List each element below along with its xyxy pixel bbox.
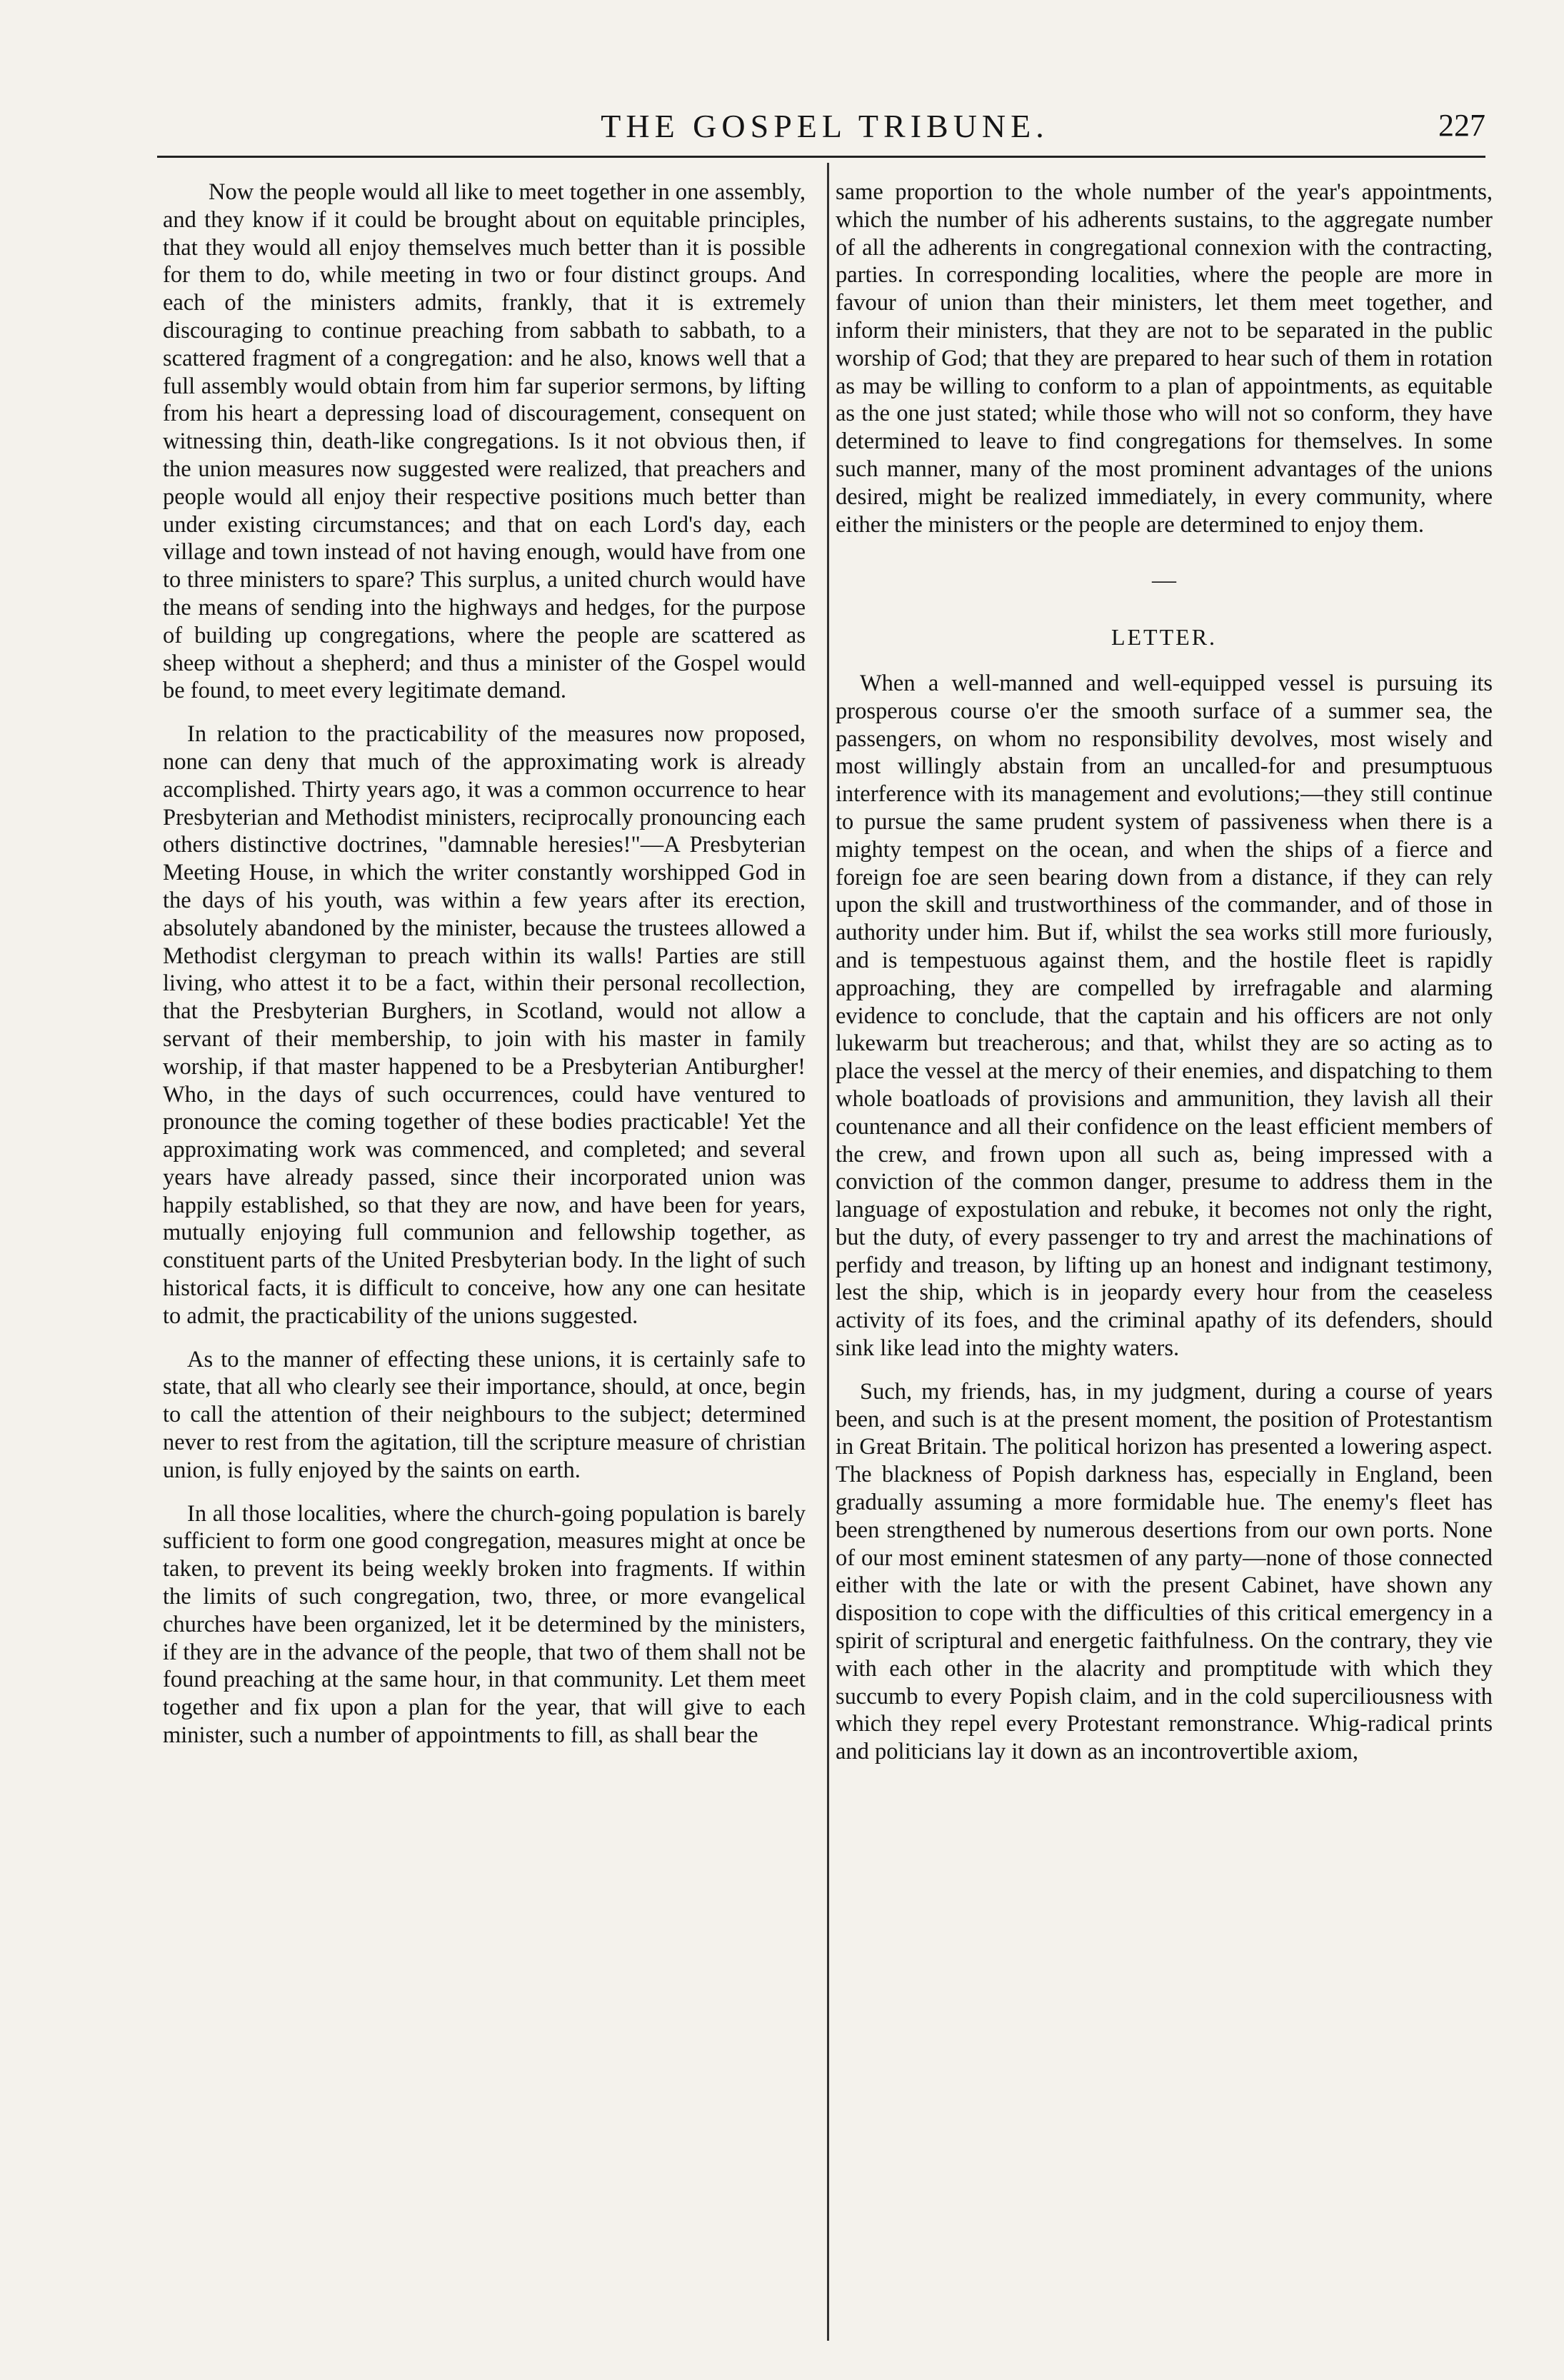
page-number: 227 — [1438, 108, 1485, 143]
article-continuation: same proportion to the whole number of the year's appointments, which the number of his adherents sustains, to the aggregate number of all the adherents in congregational connexion with the contracting, parties. In corresponding localities, where the people are more in favour of union than their ministers, let them meet together, and inform their ministers, that they are not to be separated in the public worship of God; that they are prepared to hear such of them in rotation as may be willing to conform to a plan of appointments, as equitable as the one just stated; while those who will not so conform, they have determined to leave to find congregations for themselves. In some such manner, many of the most prominent advantages of the unions desired, might be realized immediately, in every community, where either the ministers or the people are determined to enjoy them. — [836, 179, 1493, 538]
page-header — [164, 107, 1485, 150]
article-paragraph: As to the manner of effecting these unions, it is certainly safe to state, that all who clearly see their importance, should, at once, begin to call the attention of their neighbours to the subject; determined never to rest from the agitation, till the scripture measure of christian union, is fully enjoyed by the saints on earth. — [163, 1346, 806, 1483]
publication-title: THE GOSPEL TRIBUNE. — [601, 108, 1049, 144]
column-divider — [827, 163, 829, 2341]
article-paragraph: In all those localities, where the church-going population is barely sufficient to form one good congregation, measures might at once be taken, to prevent its being weekly broken into fragments. If within the limits of such congregation, two, three, or more evangelical churches have been organized, let it be determined by the ministers, if they are in the advance of the people, that two of them shall not be found preaching at the same hour, in that community. Let them meet together and fix upon a plan for the year, that will give to each minister, such a number of appointments to fill, as shall bear the — [163, 1500, 806, 1749]
header-rule — [157, 156, 1485, 158]
right-column — [836, 179, 1493, 1782]
left-column — [163, 179, 806, 1765]
section-separator: — — [1152, 567, 1176, 594]
article-paragraph: In relation to the practicability of the measures now proposed, none can deny that much of the approximating work is already accomplished. Thirty years ago, it was a common occurrence to hear Presbyterian and Methodist ministers, reciprocally pronouncing each others distinctive doctrines, "damnable heresies!"—A Presbyterian Meeting House, in which the writer constantly worshipped God in the days of his youth, was within a few years after its erection, absolutely abandoned by the minister, because the trustees allowed a Methodist clergyman to preach within its walls! Parties are still living, who attest it to be a fact, within their personal recollection, that the Presbyterian Burghers, in Scotland, would not allow a servant of their membership, to join with his master in family worship, if that master happened to be a Presbyterian Antiburgher! Who, in the days of such occurrences, could have ventured to pronounce the coming together of these bodies practicable! Yet the approximating work was commenced, and completed; and several years have already passed, since their incorporated union was happily established, so that they are now, and have been for years, mutually enjoying full communion and fellowship together, as constituent parts of the United Presbyterian body. In the light of such historical facts, it is difficult to conceive, how any one can hesitate to admit, the practicability of the unions suggested. — [163, 721, 806, 1329]
letter-heading: LETTER. — [1111, 624, 1218, 651]
article-paragraph: Now the people would all like to meet together in one assembly, and they know if it could be brought about on equitable principles, that they would all enjoy themselves much better than it is possible for them to do, while meeting in two or four distinct groups. And each of the ministers admits, frankly, that it is extremely discouraging to continue preaching from sabbath to sabbath, to a scattered fragment of a congregation: and he also, knows well that a full assembly would obtain from him far superior sermons, by lifting from his heart a depressing load of discouragement, consequent on witnessing thin, death-like congregations. Is it not obvious then, if the union measures now suggested were realized, that preachers and people would all enjoy their respective positions much better than under existing circumstances; and that on each Lord's day, each village and town instead of not having enough, would have from one to three ministers to spare? This surplus, a united church would have the means of sending into the highways and hedges, for the purpose of building up congregations, where the people are scattered as sheep without a shepherd; and thus a minister of the Gospel would be found, to meet every legitimate demand. — [163, 179, 806, 704]
letter-paragraph: Such, my friends, has, in my judgment, during a course of years been, and such is at the present moment, the position of Protestantism in Great Britain. The political horizon has presented a lowering aspect. The blackness of Popish darkness has, especially in England, been gradually assuming a more formidable hue. The enemy's fleet has been strengthened by numerous desertions from our own ports. None of our most eminent statesmen of any party—none of those connected either with the late or with the present Cabinet, have shown any disposition to cope with the difficulties of this critical emergency in a spirit of scriptural and energetic faithfulness. On the contrary, they vie with each other in the alacrity and promptitude with which they succumb to every Popish claim, and in the cold superciliousness with which they repel every Protestant remonstrance. Whig-radical prints and politicians lay it down as an incontrovertible axiom, — [836, 1378, 1493, 1765]
letter-paragraph: When a well-manned and well-equipped vessel is pursuing its prosperous course o'er the smooth surface of a summer sea, the passengers, on whom no responsibility devolves, most wisely and most willingly abstain from an uncalled-for and presumptuous interference with its management and evolutions;—they still continue to pursue the same prudent system of passiveness when there is a mighty tempest on the ocean, and when the ships of a fierce and foreign foe are seen bearing down from a distance, if they can rely upon the skill and trustworthiness of the commander, and of those in authority under him. But if, whilst the sea works still more furiously, and is tempestuous against them, and the hostile fleet is rapidly approaching, they are compelled by irrefragable and alarming evidence to conclude, that the captain and his officers are not only lukewarm but treacherous; and that, whilst they are so acting as to place the vessel at the mercy of their enemies, and dispatching to them whole boatloads of provisions and ammunition, they lavish all their countenance and all their confidence on the least efficient members of the crew, and frown upon all such as, being impressed with a conviction of the common danger, presume to address them in the language of expostulation and rebuke, it becomes not only the right, but the duty, of every passenger to try and arrest the machinations of perfidy and treason, by lifting up an honest and indignant testimony, lest the ship, which is in jeopardy every hour from the ceaseless activity of its foes, and the criminal apathy of its defenders, should sink like lead into the mighty waters. — [836, 670, 1493, 1362]
